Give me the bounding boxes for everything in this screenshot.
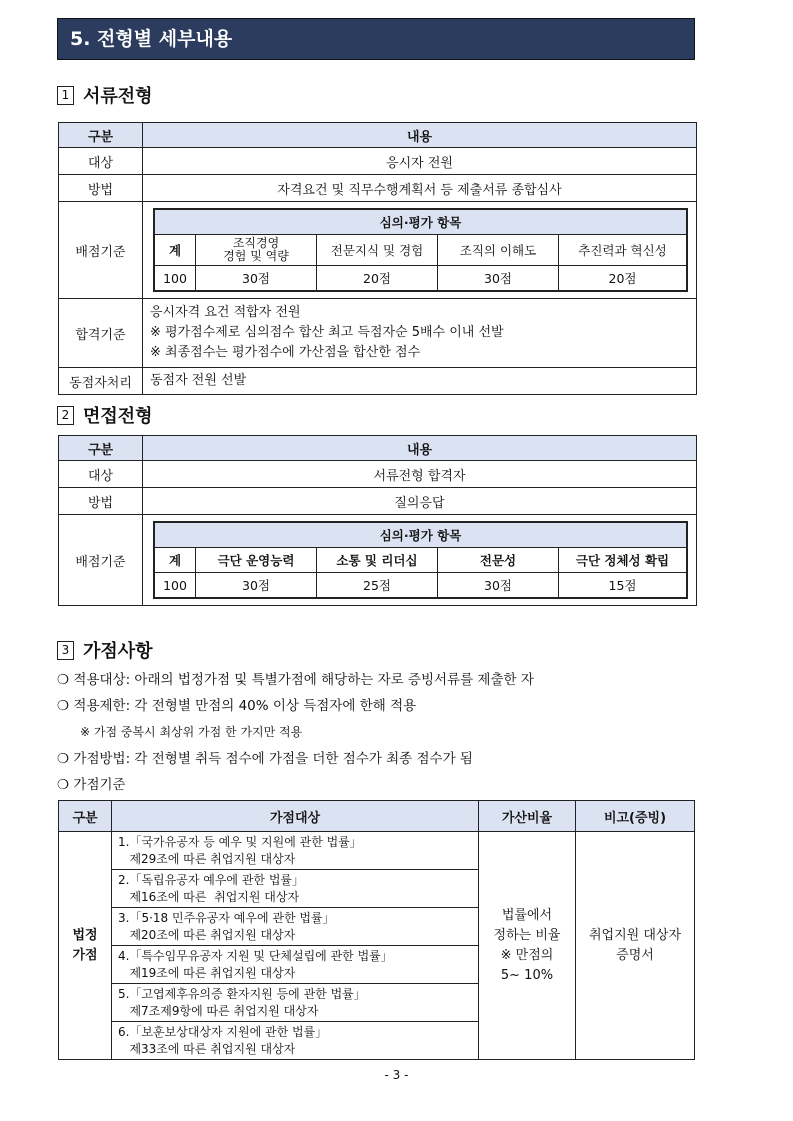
col-label-header: 구분	[59, 123, 143, 148]
bonus-table	[58, 800, 695, 1060]
page-number: - 3 -	[384, 1068, 409, 1082]
bullet-criteria	[57, 773, 126, 793]
remark-value: 취업지원 대상자 증명서	[576, 832, 695, 1060]
section-3-label: 가점사항	[83, 641, 153, 662]
row-label-pass: 합격기준	[59, 299, 143, 368]
row-label-method: 방법	[59, 175, 143, 202]
header-category: 구분	[59, 801, 112, 832]
section-number-box: 3	[57, 641, 74, 660]
eval-table-1	[153, 208, 688, 292]
row-label-criteria: 배점기준	[59, 202, 143, 299]
bullet-apply-target	[57, 668, 534, 688]
eval-score: 30점	[196, 266, 317, 292]
section-1-title	[57, 82, 153, 108]
circle-bullet-icon: ❍	[57, 672, 70, 688]
row-label-criteria: 배점기준	[59, 515, 143, 606]
header-ratio: 가산비율	[479, 801, 576, 832]
bonus-item: 2.「독립유공자 예우에 관한 법률」 제16조에 따른 취업지원 대상자	[112, 870, 479, 908]
method-value: 질의응답	[143, 488, 697, 515]
eval-score: 30점	[438, 266, 559, 292]
bonus-item: 5.「고엽제후유의증 환자지원 등에 관한 법률」 제7조제9항에 따른 취업지원 대상자	[112, 984, 479, 1022]
pass-line: 응시자격 요건 적합자 전원	[150, 305, 301, 320]
section-banner: 5. 전형별 세부내용	[57, 18, 695, 60]
section-2-title	[57, 402, 153, 428]
row-label-target: 대상	[59, 148, 143, 175]
category-legal: 법정 가점	[59, 832, 112, 1060]
tie-value: 동점자 전원 선발	[143, 368, 697, 395]
pass-line: ※ 최종점수는 평가점수에 가산점을 합산한 점수	[150, 345, 421, 360]
eval-table-2	[153, 521, 688, 599]
section-3-title	[57, 637, 153, 663]
section-1-label: 서류전형	[83, 86, 153, 107]
bonus-item: 4.「특수임무유공자 지원 및 단체설립에 관한 법률」 제19조에 따른 취업지원 대상자	[112, 946, 479, 984]
eval-item: 극단 정체성 확립	[559, 548, 688, 573]
eval-score: 15점	[559, 573, 688, 599]
row-label-target: 대상	[59, 461, 143, 488]
interview-table	[58, 435, 697, 606]
total-label: 계	[154, 235, 196, 266]
bullet-text: 가점방법: 각 전형별 취득 점수에 가점을 더한 점수가 최종 점수가 됨	[73, 751, 473, 767]
header-remark: 비고(증빙)	[576, 801, 695, 832]
col-label-header: 구분	[59, 436, 143, 461]
bullet-method	[57, 747, 473, 767]
eval-item: 추진력과 혁신성	[559, 235, 688, 266]
section-number-box: 2	[57, 406, 74, 425]
row-label-tie: 동점자처리	[59, 368, 143, 395]
eval-item: 극단 운영능력	[196, 548, 317, 573]
total-score: 100	[154, 573, 196, 599]
eval-item: 전문성	[438, 548, 559, 573]
eval-score: 30점	[196, 573, 317, 599]
col-content-header: 내용	[143, 123, 697, 148]
header-target: 가점대상	[112, 801, 479, 832]
bullet-text: 적용제한: 각 전형별 만점의 40% 이상 득점자에 한해 적용	[73, 698, 417, 714]
bonus-item: 1.「국가유공자 등 예우 및 지원에 관한 법률」 제29조에 따른 취업지원 대상자	[112, 832, 479, 870]
total-label: 계	[154, 548, 196, 573]
duplicate-note: ※ 가점 중복시 최상위 가점 한 가지만 적용	[80, 725, 303, 739]
section-2-label: 면접전형	[83, 406, 153, 427]
eval-item: 소통 및 리더십	[317, 548, 438, 573]
target-value: 서류전형 합격자	[143, 461, 697, 488]
eval-item: 조직경영 경험 및 역량	[196, 235, 317, 266]
bonus-item: 6.「보훈보상대상자 지원에 관한 법률」 제33조에 따른 취업지원 대상자	[112, 1022, 479, 1060]
eval-item: 전문지식 및 경험	[317, 235, 438, 266]
eval-header: 심의·평가 항목	[154, 522, 687, 548]
eval-score: 25점	[317, 573, 438, 599]
ratio-value: 법률에서 정하는 비율 ※ 만점의 5~ 10%	[479, 832, 576, 1060]
target-value: 응시자 전원	[143, 148, 697, 175]
col-content-header: 내용	[143, 436, 697, 461]
section-number-box: 1	[57, 86, 74, 105]
eval-item: 조직의 이해도	[438, 235, 559, 266]
row-label-method: 방법	[59, 488, 143, 515]
bullet-text: 적용대상: 아래의 법정가점 및 특별가점에 해당하는 자로 증빙서류를 제출한 자	[73, 672, 534, 688]
eval-score: 20점	[559, 266, 688, 292]
pass-line: ※ 평가점수제로 심의점수 합산 최고 득점자순 5배수 이내 선발	[150, 325, 504, 340]
bullet-apply-limit	[57, 694, 416, 714]
circle-bullet-icon: ❍	[57, 777, 70, 793]
circle-bullet-icon: ❍	[57, 698, 70, 714]
bonus-item: 3.「5·18 민주유공자 예우에 관한 법률」 제20조에 따른 취업지원 대상자	[112, 908, 479, 946]
method-value: 자격요건 및 직무수행계획서 등 제출서류 종합심사	[143, 175, 697, 202]
eval-score: 20점	[317, 266, 438, 292]
circle-bullet-icon: ❍	[57, 751, 70, 767]
eval-score: 30점	[438, 573, 559, 599]
document-screening-table	[58, 122, 697, 395]
eval-header: 심의·평가 항목	[154, 209, 687, 235]
bullet-text: 가점기준	[73, 777, 126, 793]
total-score: 100	[154, 266, 196, 292]
